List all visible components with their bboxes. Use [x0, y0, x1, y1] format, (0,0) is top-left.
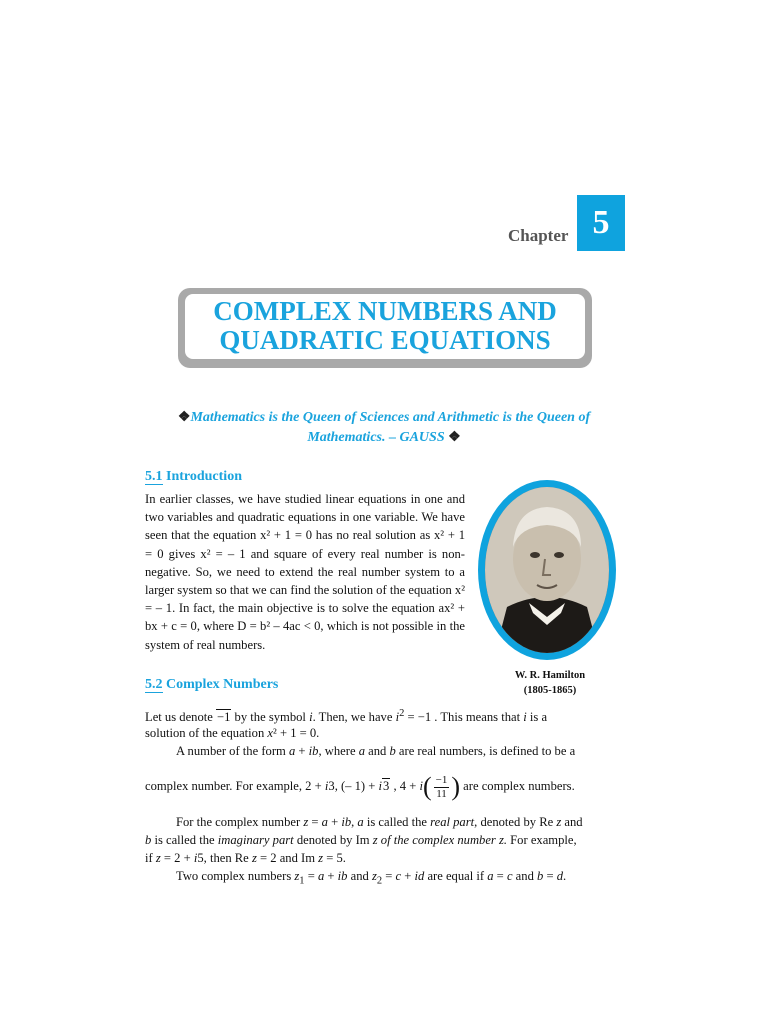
diamond-bullet-icon: ❖ [177, 410, 191, 425]
diamond-bullet-icon: ❖ [448, 430, 461, 445]
chapter-title-line-1: COMPLEX NUMBERS AND [213, 296, 557, 326]
portrait-illustration [485, 487, 609, 653]
chapter-title-line-2: QUADRATIC EQUATIONS [219, 325, 551, 355]
body-line: complex number. For example, 2 + i3, (– 1) + i3 , 4 + i( $\frac{-1}{11}$ ) are complex numbers. [145, 772, 575, 801]
section-heading-introduction [145, 469, 242, 485]
section-number: 5.2 [145, 677, 163, 692]
body-line: For the complex number z = a + ib, a is called the real part, denoted by Re z and [176, 815, 583, 829]
section-title: Complex Numbers [166, 677, 279, 692]
portrait-caption [470, 668, 630, 698]
body-line: b is called the imaginary part denoted by Im z of the complex number z. For example, [145, 833, 577, 847]
section-heading-complex-numbers [145, 677, 278, 693]
chapter-title [185, 294, 585, 359]
portrait-name: W. R. Hamilton [514, 670, 586, 681]
section-title: Introduction [166, 469, 242, 484]
epigraph-text: Mathematics is the Queen of Sciences and Arithmetic is the Queen of Mathematics. – GAUSS [190, 410, 591, 445]
hamilton-portrait-image [485, 487, 609, 653]
body-line: if z = 2 + i5, then Re z = 2 and Im z = 5. [145, 851, 346, 865]
body-line: solution of the equation x² + 1 = 0. [145, 726, 320, 740]
chapter-label: Chapter [508, 226, 569, 245]
body-line: A number of the form a + ib, where a and b are real numbers, is defined to be a [176, 744, 576, 758]
epigraph-quote [150, 408, 618, 448]
body-line: Two complex numbers $z_1 = a$ + ib and $z_2 = c$ + id are equal if a = c and b = d. [176, 869, 567, 887]
portrait-years: (1805-1865) [523, 685, 577, 696]
intro-paragraph: In earlier classes, we have studied linear equations in one and two variables and quadratic equations in one variable. We have seen that the equation x² + 1 = 0 has no real solution as x² + 1 = 0 gives x² = – 1 and square of every real number is non-negative. So, we need to extend the real number system to a larger system so that we can find the solution of the equation x² = – 1. In fact, the main objective is to solve the equation ax² + bx + c = 0, where D = b² – 4ac < 0, which is not possible in the system of real numbers. [145, 492, 465, 652]
section-number: 5.1 [145, 469, 163, 484]
body-line: Let us denote −1 by the symbol i. Then, we have $i^2 = -1$ . This means that i is a [145, 708, 548, 725]
chapter-number-badge: 5 [577, 195, 625, 251]
